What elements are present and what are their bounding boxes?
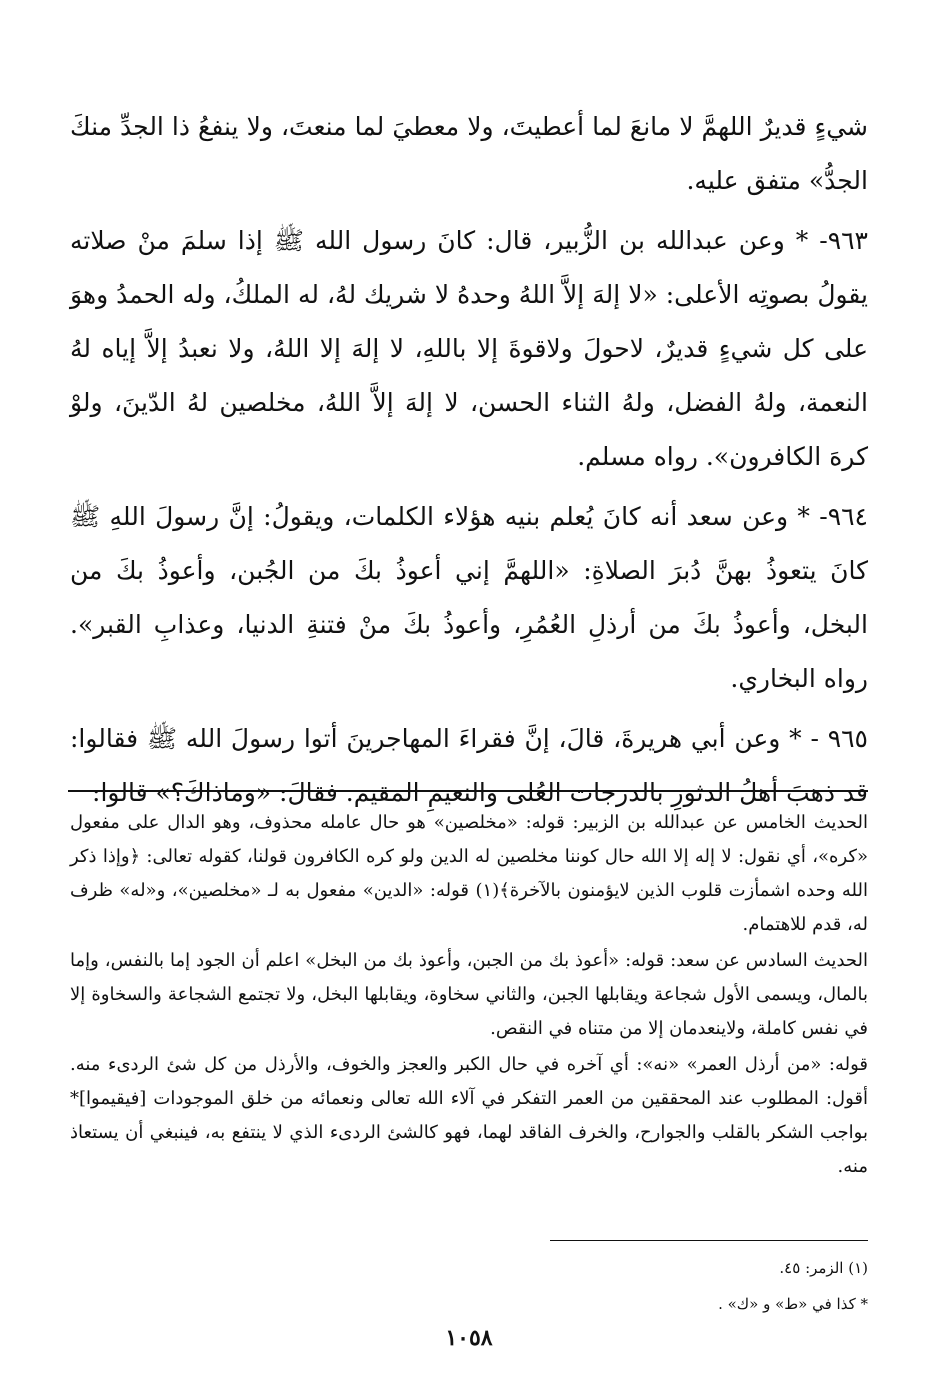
commentary-paragraph-saad: الحديث السادس عن سعد: قوله: «أعوذ بك من الجبن، وأعوذ بك من البخل» اعلم أن الجود إما بالنفس، وإما بالمال، ويسمى الأول شجاعة ويقابلها الجبن، والثاني سخاوة، ويقابلها البخل، ولا تجتمع الشجاعة والسخاوة إلا في نفس كاملة، ولاينعدمان إلا من متناه في النقص.: [70, 950, 868, 1039]
commentary-paragraph-ardhal-al-umur: قوله: «من أرذل العمر» «نه»: أي آخره في حال الكبر والعجز والخوف، والأرذل من كل شئ الردىء منه. أقول: المطلوب عند المحققين من العمر التفكر في آلاء الله تعالى ونعمائه من خلق الموجودات [فيقيموا]* بواجب الشكر بالقلب والجوارح، والخرف الفاقد لهما، فهو كالشئ الردىء الذي لا ينتفع به، فينبغي أن يستعاذ منه.: [70, 1054, 868, 1177]
footnotes: [500, 1250, 868, 1322]
hadith-paragraph-continued: شيءٍ قديرٌ اللهمَّ لا مانعَ لما أعطيتَ، ولا معطيَ لما منعتَ، ولا ينفعُ ذا الجدِّ منكَ الجدُّ» متفق عليه.: [70, 112, 868, 195]
commentary-text: [70, 806, 868, 1186]
commentary-paragraph-ibn-zubair: الحديث الخامس عن عبدالله بن الزبير: قوله: «مخلصين» هو حال عامله محذوف، وهو الدال على مفعول «كره»، أي نقول: لا إله إلا الله حال كوننا مخلصين له الدين ولو كره الكافرون قولنا، كقوله تعالى: ﴿وإذا ذكر الله وحده اشمأزت قلوب الذين لايؤمنون بالآخرة﴾(١) قوله: «الدين» مفعول به لـ «مخلصين»، و«له» ظرف له، قدم للاهتمام.: [70, 812, 868, 935]
footnote-asterisk: * كذا في «ط» و «ك» .: [718, 1295, 868, 1313]
commentary-divider: [68, 790, 868, 792]
hadith-paragraph-965: ٩٦٥ - * وعن أبي هريرةَ، قالَ، إنَّ فقراءَ المهاجرينَ أتوا رسولَ الله ﷺ فقالوا: قد ذهبَ أهلُ الدثورِ بالدرجات العُلى والنعيمِ المقيم. فقالَ: «وماذاكَ؟» قالوا:: [70, 724, 868, 807]
footnote-divider: [550, 1240, 868, 1241]
footnote-1: (١) الزمر: ٤٥.: [779, 1259, 868, 1277]
hadith-paragraph-963: ٩٦٣- * وعن عبدالله بن الزُّبير، قال: كانَ رسول الله ﷺ إذا سلمَ منْ صلاته يقولُ بصوتِه الأعلى: «لا إلهَ إلاَّ اللهُ وحدهُ لا شريك لهُ، له الملكُ، وله الحمدُ وهوَ على كل شيءٍ قديرٌ، لاحولَ ولاقوةَ إلا باللهِ، لا إلهَ إلا اللهُ، ولا نعبدُ إلاَّ إياه لهُ النعمة، ولهُ الفضل، ولهُ الثناء الحسن، لا إلهَ إلاَّ اللهُ، مخلصين لهُ الدّينَ، ولوْ كرهَ الكافرون». رواه مسلم.: [70, 226, 868, 471]
hadith-paragraph-964: ٩٦٤- * وعن سعد أنه كانَ يُعلم بنيه هؤلاء الكلمات، ويقولُ: إنَّ رسولَ اللهِ ﷺ كانَ يتعوذُ بهنَّ دُبرَ الصلاةِ: «اللهمَّ إني أعوذُ بكَ من الجُبن، وأعوذُ بكَ من البخل، وأعوذُ بكَ من أرذلِ العُمُرِ، وأعوذُ بكَ منْ فتنةِ الدنيا، وعذابِ القبر». رواه البخاري.: [70, 502, 868, 693]
main-text: [70, 100, 868, 826]
page-number: ١٠٥٨: [445, 1325, 493, 1351]
